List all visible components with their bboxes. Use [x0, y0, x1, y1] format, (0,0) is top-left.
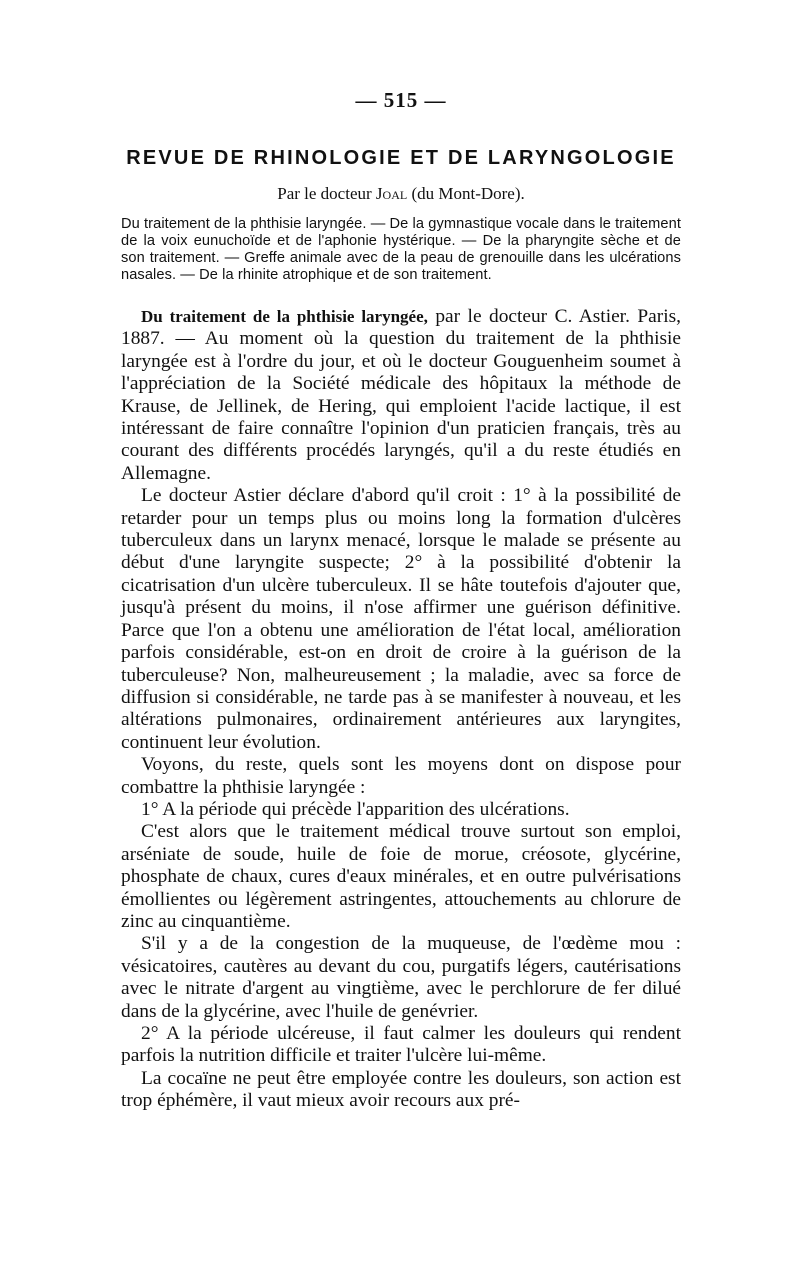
- paragraph: 2° A la période ulcéreuse, il faut calmer les douleurs qui rendent parfois la nutrition difficile et traiter l'ulcère lui-même.: [121, 1023, 681, 1067]
- paragraph: C'est alors que le traitement médical trouve surtout son emploi, arséniate de soude, huile de foie de morue, créosote, glycérine, phosphate de chaux, cures d'eaux minérales, et en outre pulvérisations émollientes ou légèrement astringentes, attouchements au chlorure de zinc au cinquantième.: [121, 821, 681, 932]
- page-number: — 515 —: [355, 88, 447, 112]
- paragraph: Le docteur Astier déclare d'abord qu'il croit : 1° à la possibilité de retarder pour un temps plus ou moins long la formation d'ulcères tuberculeux dans un larynx menacé, lorsque le malade se présente au début d'une laryngite suspecte; 2° à la possibilité d'obtenir la cicatrisation d'un ulcère tuberculeux. Il se hâte toutefois d'ajouter que, jusqu'à présent du moins, il n'ose affirmer une guérison définitive. Parce que l'on a obtenu une amélioration de l'état local, amélioration parfois considérable, est-on en droit de croire à la guérison de la tuberculeuse? Non, malheureusement ; la maladie, avec sa force de diffusion si considérable, ne tarde pas à se manifester à nouveau, et les altérations pulmonaires, ordinairement antérieures aux laryngites, continuent leur évolution.: [121, 485, 681, 753]
- paragraph: Voyons, du reste, quels sont les moyens dont on dispose pour combattre la phthisie laryngée :: [121, 754, 681, 798]
- book-page: [121, 88, 681, 1113]
- paragraph: La cocaïne ne peut être employée contre les douleurs, son action est trop éphémère, il vaut mieux avoir recours aux pré-: [121, 1067, 681, 1112]
- article-title: Du traitement de la phthisie laryngée,: [141, 307, 428, 326]
- section-summary: Du traitement de la phthisie laryngée. — De la gymnastique vocale dans le traitement de la voix eunuchoïde et de l'aphonie hystérique. — De la pharyngite sèche et de son traitement. — Greffe animale avec de la peau de grenouille dans les ulcérations nasales. — De la rhinite atrophique et de son traitement.: [121, 216, 682, 283]
- article-body: [121, 306, 681, 1113]
- journal-section-title: REVUE DE RHINOLOGIE ET DE LARYNGOLOGIE: [126, 147, 676, 169]
- byline-suffix: (du Mont-Dore).: [411, 184, 525, 203]
- paragraph: S'il y a de la congestion de la muqueuse, de l'œdème mou : vésicatoires, cautères au devant du cou, purgatifs légers, cautérisations avec le nitrate d'argent au vingtième, avec le perchlorure de fer dilué dans de la glycérine, avec l'huile de genévrier.: [121, 933, 681, 1022]
- article-lead-paragraph: [121, 306, 681, 485]
- byline-prefix: Par le docteur: [277, 184, 372, 203]
- paragraph: 1° A la période qui précède l'apparition des ulcérations.: [141, 798, 570, 820]
- byline-author: Joal: [375, 184, 408, 203]
- byline: [121, 184, 681, 204]
- article-intro: par le docteur C. Astier. Paris, 1887. — Au moment où la question du traitement de la phthisie laryngée est à l'ordre du jour, et où le docteur Gouguenheim soumet à l'appréciation de la Société médicale des hôpitaux la méthode de Krause, de Jellinek, de Hering, qui emploient l'acide lactique, il est intéressant de faire connaître l'opinion d'un praticien français, très au courant des différents procédés laryngés, qu'il a du reste étudiés en Allemagne.: [121, 306, 681, 484]
